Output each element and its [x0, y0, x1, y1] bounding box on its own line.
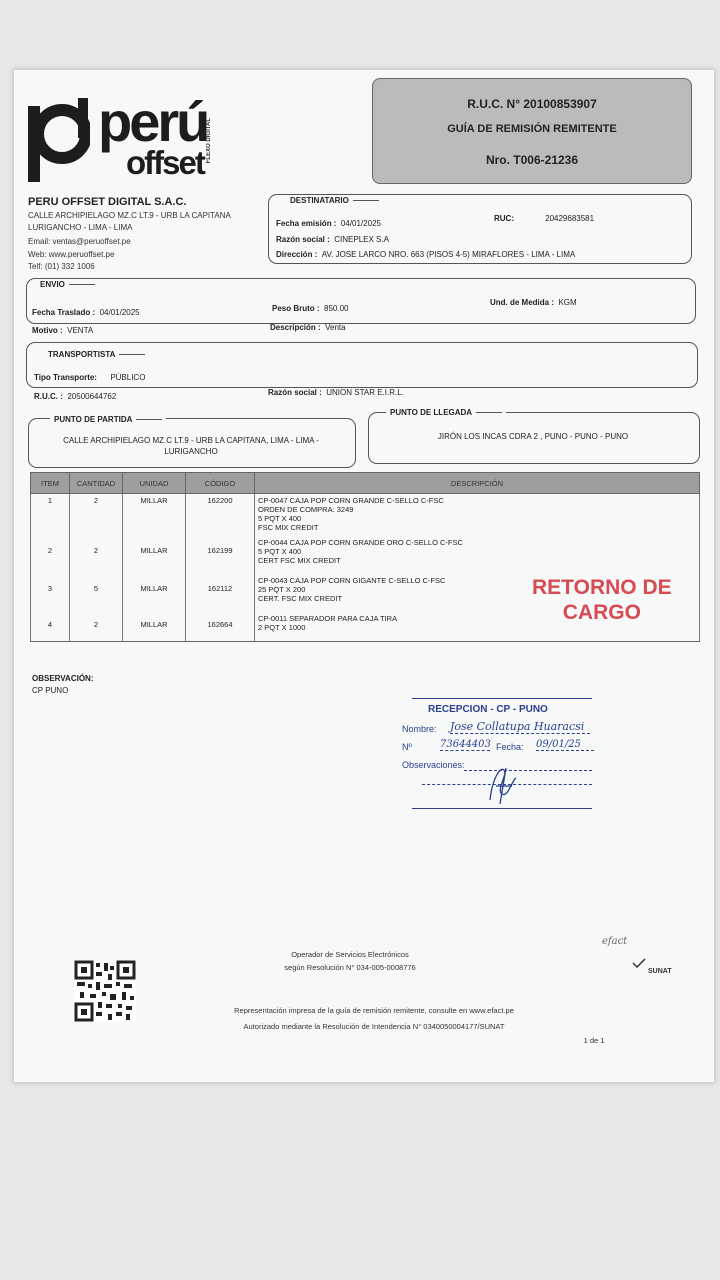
company-address-1: CALLE ARCHIPIELAGO MZ.C LT.9 - URB LA CAPITANA	[28, 211, 231, 220]
reception-stamp	[402, 698, 602, 818]
peru-offset-logo-icon	[26, 96, 90, 182]
cell-item: 2	[31, 536, 70, 574]
qr-code-icon	[74, 960, 136, 1022]
desc-line: CERT FSC MIX CREDIT	[258, 555, 341, 565]
cell-cantidad: 2	[70, 612, 123, 642]
sunat-logo: SUNAT	[648, 968, 672, 975]
tipo-transporte: Tipo Transporte: PÚBLICO	[34, 373, 146, 382]
document-sheet	[14, 70, 714, 1082]
destinatario-ruc: RUC: 20429683581	[494, 214, 595, 223]
cell-item: 1	[31, 494, 70, 536]
company-address-2: LURIGANCHO - LIMA - LIMA	[28, 223, 133, 232]
transportista-ruc: R.U.C. : 20500644762	[34, 392, 117, 401]
desc-line: FSC MIX CREDIT	[258, 523, 319, 532]
direccion: Dirección : AV. JOSE LARCO NRO. 663 (PISOS 4-5) MIRAFLORES - LIMA - LIMA	[276, 250, 576, 259]
cell-descripcion	[255, 494, 700, 536]
table-row	[31, 494, 700, 536]
stamp-dni-value: 73644403	[440, 739, 491, 750]
stamp-dni-label: Nº	[402, 742, 412, 752]
header-cantidad: CANTIDAD	[70, 473, 123, 494]
razon-social: Razón social : CINEPLEX S.A	[276, 235, 389, 244]
stamp-fecha-label: Fecha:	[496, 742, 524, 752]
cell-item: 3	[31, 574, 70, 612]
page-indicator: 1 de 1	[583, 1036, 605, 1045]
efact-logo: efact	[602, 936, 628, 947]
peso-bruto: Peso Bruto : 850.00	[272, 304, 349, 313]
transportista-razon: Razón social : UNION STAR E.I.R.L.	[268, 388, 404, 397]
desc-line: CP-0011 SEPARADOR PARA CAJA TIRA	[258, 613, 398, 623]
desc-line: 25 PQT X 200	[258, 584, 306, 594]
cell-codigo: 162112	[186, 574, 255, 612]
logo-text-sub: offset	[126, 144, 204, 181]
cell-codigo: 162664	[186, 612, 255, 642]
company-email: Email: ventas@peruoffset.pe	[28, 237, 131, 246]
descripcion-envio: Descripción : Venta	[270, 323, 346, 332]
stamp-obs-label: Observaciones:	[402, 760, 465, 770]
table-header-row	[31, 473, 700, 494]
header-item: ITEM	[31, 473, 70, 494]
llegada-line-1: JIRÓN LOS INCAS CDRA 2 , PUNO - PUNO - PUNO	[437, 432, 629, 441]
desc-line: 2 PQT X 1000	[258, 622, 306, 632]
unidad-medida: Und. de Medida : KGM	[490, 298, 577, 307]
desc-line: CP-0047 CAJA POP CORN GRANDE C-SELLO C-FSC	[258, 496, 444, 505]
representacion-line: Representación impresa de la guía de remisión remitente, consulte en www.efact.pe	[234, 1006, 514, 1015]
fecha-traslado: Fecha Traslado : 04/01/2025	[32, 308, 140, 317]
partida-legend: PUNTO DE PARTIDA	[50, 415, 166, 424]
desc-line: ORDEN DE COMPRA: 3249	[258, 505, 354, 514]
partida-line-2: LURIGANCHO	[164, 447, 218, 456]
retorno-cargo-stamp	[532, 575, 672, 625]
stamp-title: RECEPCION - CP - PUNO	[428, 704, 548, 715]
signature-icon	[482, 760, 522, 808]
destinatario-legend: DESTINATARIO	[286, 196, 383, 205]
logo-tagline: FLEXO DIGITAL	[206, 118, 212, 164]
transportista-legend: TRANSPORTISTA	[44, 350, 149, 359]
ruc-number: R.U.C. N° 20100853907	[467, 97, 597, 111]
company-phone: Telf: (01) 332 1006	[28, 262, 95, 271]
partida-line-1: CALLE ARCHIPIELAGO MZ.C LT.9 - URB LA CAPITANA, LIMA - LIMA -	[63, 436, 319, 445]
company-web: Web: www.peruoffset.pe	[28, 250, 115, 259]
stamp-line-1: RETORNO DE	[532, 576, 672, 599]
motivo: Motivo : VENTA	[32, 326, 94, 335]
desc-line: 5 PQT X 400	[258, 514, 302, 523]
header-codigo: CÓDIGO	[186, 473, 255, 494]
stamp-nombre-label: Nombre:	[402, 724, 437, 734]
cell-codigo: 162200	[186, 494, 255, 536]
stamp-line-2: CARGO	[562, 601, 641, 625]
check-icon	[632, 958, 646, 968]
cell-unidad: MILLAR	[123, 574, 186, 612]
document-title: GUÍA DE REMISIÓN REMITENTE	[447, 123, 617, 135]
ruc-box	[372, 78, 692, 184]
cell-descripcion	[255, 536, 700, 574]
table-row	[31, 536, 700, 574]
logo-text-main: perú	[98, 90, 208, 153]
header-unidad: UNIDAD	[123, 473, 186, 494]
desc-line: CERT. FSC MIX CREDIT	[258, 593, 343, 603]
operator-line-2: según Resolución N° 034-005-0008776	[284, 963, 416, 972]
cell-codigo: 162199	[186, 536, 255, 574]
company-name: PERU OFFSET DIGITAL S.A.C.	[28, 196, 187, 208]
cell-cantidad: 5	[70, 574, 123, 612]
cell-cantidad: 2	[70, 494, 123, 536]
desc-line: CP-0043 CAJA POP CORN GIGANTE C-SELLO C-FSC	[258, 575, 446, 585]
cell-unidad: MILLAR	[123, 612, 186, 642]
operator-line-1: Operador de Servicios Electrónicos	[291, 950, 409, 959]
header-descripcion: DESCRIPCIÓN	[255, 473, 700, 494]
autorizado-line: Autorizado mediante la Resolución de Intendencia N° 0340050004177/SUNAT	[243, 1022, 505, 1031]
desc-line: CP-0044 CAJA POP CORN GRANDE ORO C-SELLO C-FSC	[258, 537, 463, 547]
envio-legend: ENVIO	[36, 280, 99, 289]
cell-unidad: MILLAR	[123, 536, 186, 574]
cell-cantidad: 2	[70, 536, 123, 574]
observacion-value: CP PUNO	[32, 686, 69, 695]
document-number: Nro. T006-21236	[485, 153, 579, 167]
desc-line: 5 PQT X 400	[258, 546, 302, 556]
cell-item: 4	[31, 612, 70, 642]
cell-unidad: MILLAR	[123, 494, 186, 536]
stamp-nombre-value: Jose Collatupa Huaracsi	[450, 720, 590, 734]
stamp-fecha-value: 09/01/25	[536, 739, 594, 751]
llegada-legend: PUNTO DE LLEGADA	[386, 408, 506, 417]
observacion-label: OBSERVACIÓN:	[32, 674, 94, 683]
fecha-emision: Fecha emisión : 04/01/2025	[276, 219, 381, 228]
